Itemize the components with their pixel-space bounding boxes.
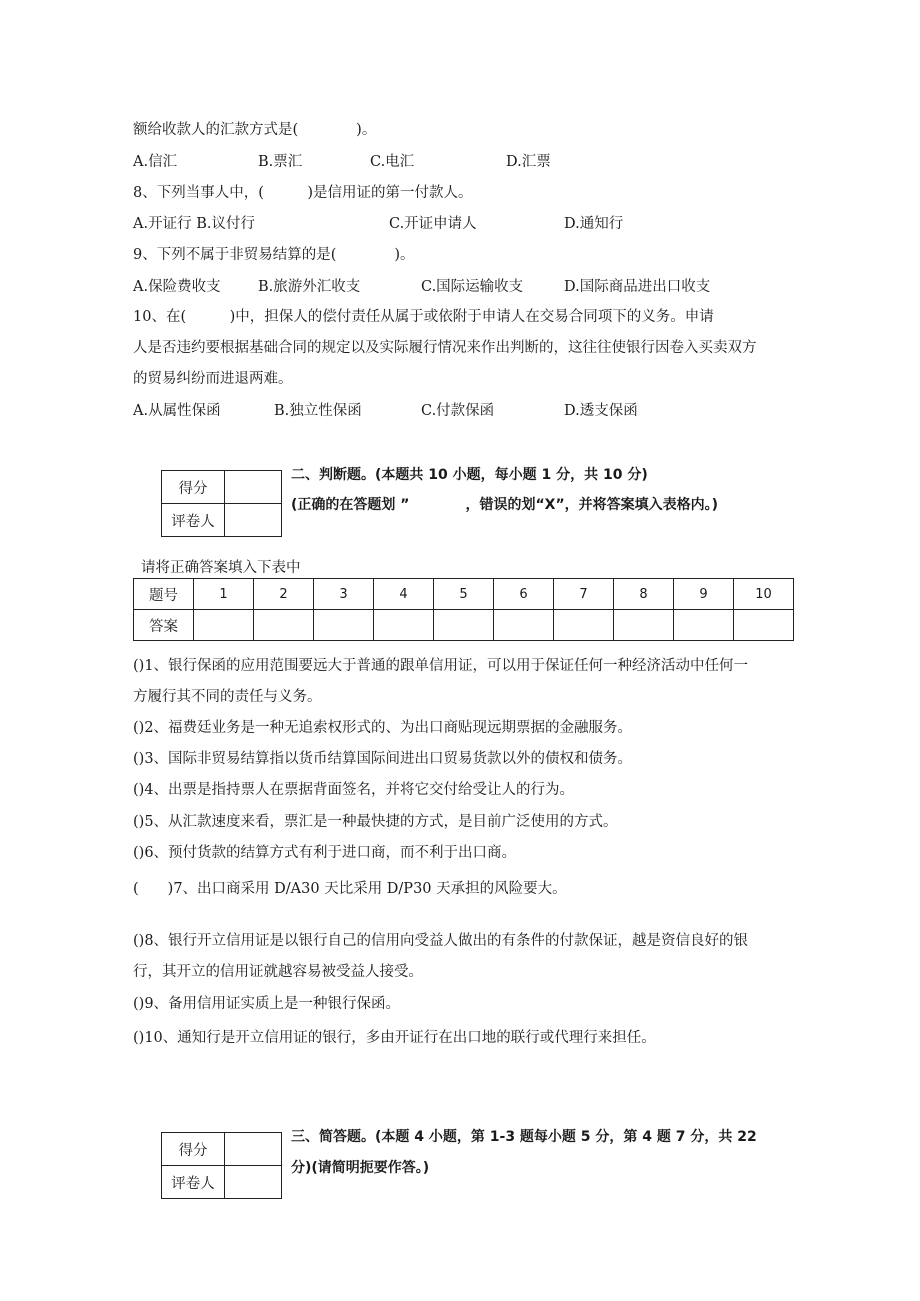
answer-cell[interactable]	[674, 610, 734, 641]
grader-cell[interactable]	[225, 504, 282, 537]
section2-score-box	[161, 470, 282, 537]
q7-option-a: A.信汇	[133, 154, 178, 170]
answer-table-answer-row	[134, 610, 794, 641]
q8-option-ab: A.开证行 B.议付行	[133, 216, 255, 232]
q9-option-d: D.国际商品进出口收支	[564, 279, 711, 295]
question-number: 4	[374, 579, 434, 610]
question-number: 5	[434, 579, 494, 610]
answer-table-number-row	[134, 579, 794, 610]
judgment-8-line-1: ()8、银行开立信用证是以银行自己的信用向受益人做出的有条件的付款保证，越是资信良好的银	[133, 933, 749, 949]
q10-line-2: 人是否违约要根据基础合同的规定以及实际履行情况来作出判断的，这往往使银行因卷入买卖双方	[133, 340, 757, 356]
q7-option-d: D.汇票	[506, 154, 551, 170]
answer-cell[interactable]	[374, 610, 434, 641]
q7-option-c: C.电汇	[370, 154, 415, 170]
q9-option-a: A.保险费收支	[133, 279, 221, 295]
judgment-1-line-2: 方履行其不同的责任与义务。	[133, 689, 322, 705]
answer-cell[interactable]	[194, 610, 254, 641]
judgment-9: ()9、备用信用证实质上是一种银行保函。	[133, 996, 401, 1012]
question-number: 6	[494, 579, 554, 610]
grader-label: 评卷人	[162, 504, 225, 537]
question-number: 9	[674, 579, 734, 610]
answer-table-caption: 请将正确答案填入下表中	[141, 560, 301, 576]
judgment-6: ()6、预付货款的结算方式有利于进口商，而不利于出口商。	[133, 845, 517, 861]
q7-tail: 额给收款人的汇款方式是( )。	[133, 122, 377, 138]
q9-option-b: B.旅游外汇收支	[258, 279, 361, 295]
score-cell[interactable]	[225, 471, 282, 504]
section2-title: 二、判断题。(本题共 10 小题，每小题 1 分，共 10 分)	[291, 467, 648, 483]
judgment-5: ()5、从汇款速度来看，票汇是一种最快捷的方式，是目前广泛使用的方式。	[133, 814, 618, 830]
score-label: 得分	[162, 1133, 225, 1166]
question-number: 8	[614, 579, 674, 610]
answer-cell[interactable]	[614, 610, 674, 641]
q8-option-c: C.开证申请人	[389, 216, 477, 232]
section3-title: 三、简答题。(本题 4 小题，第 1-3 题每小题 5 分，第 4 题 7 分，共 22	[291, 1129, 757, 1145]
score-cell[interactable]	[225, 1133, 282, 1166]
judgment-1-line-1: ()1、银行保函的应用范围要远大于普通的跟单信用证，可以用于保证任何一种经济活动中任何一	[133, 658, 749, 674]
q9-stem: 9、下列不属于非贸易结算的是( )。	[133, 247, 415, 263]
answer-cell[interactable]	[494, 610, 554, 641]
grader-cell[interactable]	[225, 1166, 282, 1199]
judgment-3: ()3、国际非贸易结算指以货币结算国际间进出口贸易货款以外的债权和债务。	[133, 751, 633, 767]
answer-header: 答案	[134, 610, 194, 641]
judgment-4: ()4、出票是指持票人在票据背面签名，并将它交付给受让人的行为。	[133, 782, 575, 798]
q10-option-c: C.付款保函	[421, 403, 495, 419]
section3-score-box	[161, 1132, 282, 1199]
judgment-7: ( )7、出口商采用 D/A30 天比采用 D/P30 天承担的风险要大。	[133, 881, 567, 897]
answer-table	[133, 578, 794, 641]
q10-line-1: 10、在( )中，担保人的偿付责任从属于或依附于申请人在交易合同项下的义务。申请	[133, 309, 714, 325]
question-number-header: 题号	[134, 579, 194, 610]
q8-option-d: D.通知行	[564, 216, 624, 232]
question-number: 10	[734, 579, 794, 610]
answer-cell[interactable]	[434, 610, 494, 641]
section3-subtitle: 分)(请简明扼要作答。)	[291, 1160, 430, 1176]
score-label: 得分	[162, 471, 225, 504]
grader-label: 评卷人	[162, 1166, 225, 1199]
q7-option-b: B.票汇	[258, 154, 303, 170]
q10-line-3: 的贸易纠纷而进退两难。	[133, 371, 293, 387]
q10-option-a: A.从属性保函	[133, 403, 221, 419]
q8-stem: 8、下列当事人中，( )是信用证的第一付款人。	[133, 185, 473, 201]
question-number: 2	[254, 579, 314, 610]
question-number: 7	[554, 579, 614, 610]
answer-cell[interactable]	[254, 610, 314, 641]
q10-option-d: D.透支保函	[564, 403, 638, 419]
answer-cell[interactable]	[734, 610, 794, 641]
q10-option-b: B.独立性保函	[274, 403, 362, 419]
judgment-8-line-2: 行，其开立的信用证就越容易被受益人接受。	[133, 964, 423, 980]
answer-cell[interactable]	[314, 610, 374, 641]
judgment-2: ()2、福费廷业务是一种无追索权形式的、为出口商贴现远期票据的金融服务。	[133, 720, 633, 736]
q9-option-c: C.国际运输收支	[421, 279, 524, 295]
judgment-10: ()10、通知行是开立信用证的银行，多由开证行在出口地的联行或代理行来担任。	[133, 1030, 656, 1046]
answer-cell[interactable]	[554, 610, 614, 641]
question-number: 1	[194, 579, 254, 610]
question-number: 3	[314, 579, 374, 610]
section2-subtitle: (正确的在答题划 ” ，错误的划“X”，并将答案填入表格内。)	[291, 497, 719, 513]
